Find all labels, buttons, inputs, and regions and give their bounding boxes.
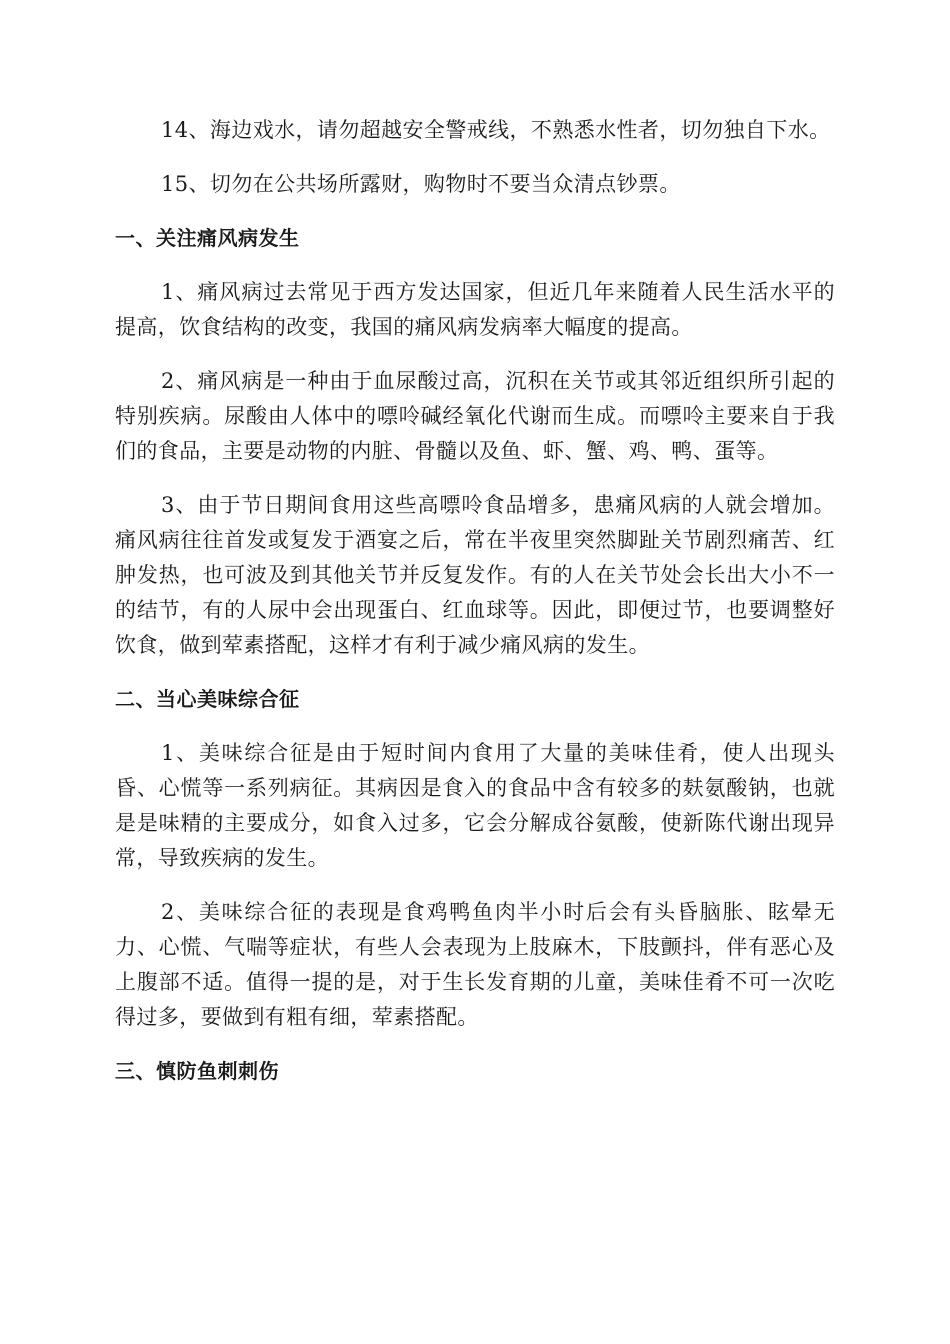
list-item-15: 15、切勿在公共场所露财，购物时不要当众清点钞票。 (161, 172, 681, 196)
delicacy-paragraph-1: 1、美味综合征是由于短时间内食用了大量的美味佳肴，使人出现头昏、心慌等一系列病征。其病因是食入的食品中含有较多的麸氨酸钠，也就是是味精的主要成分，如食入过多，它会分解成谷氨酸，使新陈代谢出现异常，导致疾病的发生。 (115, 741, 835, 870)
gout-paragraph-2: 2、痛风病是一种由于血尿酸过高，沉积在关节或其邻近组织所引起的特别疾病。尿酸由人体中的嘌呤碱经氧化代谢而生成。而嘌呤主要来自于我们的食品，主要是动物的内脏、骨髓以及鱼、虾、蟹、鸡、鸭、蛋等。 (115, 369, 835, 463)
section-heading-fishbone: 三、慎防鱼刺刺伤 (115, 1059, 279, 1083)
gout-paragraph-3: 3、由于节日期间食用这些高嘌呤食品增多，患痛风病的人就会增加。痛风病往往首发或复发于酒宴之后，常在半夜里突然脚趾关节剧烈痛苦、红肿发热，也可波及到其他关节并反复发作。有的人在关节处会长出大小不一的结节，有的人尿中会出现蛋白、红血球等。因此，即便过节，也要调整好饮食，做到荤素搭配，这样才有利于减少痛风病的发生。 (115, 493, 835, 657)
section-heading-delicacy-syndrome: 二、当心美味综合征 (115, 687, 300, 711)
section-heading-gout: 一、关注痛风病发生 (115, 226, 300, 250)
gout-paragraph-1: 1、痛风病过去常见于西方发达国家，但近几年来随着人民生活水平的提高，饮食结构的改变，我国的痛风病发病率大幅度的提高。 (115, 280, 835, 339)
list-item-14: 14、海边戏水，请勿超越安全警戒线，不熟悉水性者，切勿独自下水。 (161, 118, 831, 142)
delicacy-paragraph-2: 2、美味综合征的表现是食鸡鸭鱼肉半小时后会有头昏脑胀、眩晕无力、心慌、气喘等症状，有些人会表现为上肢麻木，下肢颤抖，伴有恶心及上腹部不适。值得一提的是，对于生长发育期的儿童，美味佳肴不可一次吃得过多，要做到有粗有细，荤素搭配。 (115, 900, 835, 1029)
document-page (115, 113, 835, 1108)
